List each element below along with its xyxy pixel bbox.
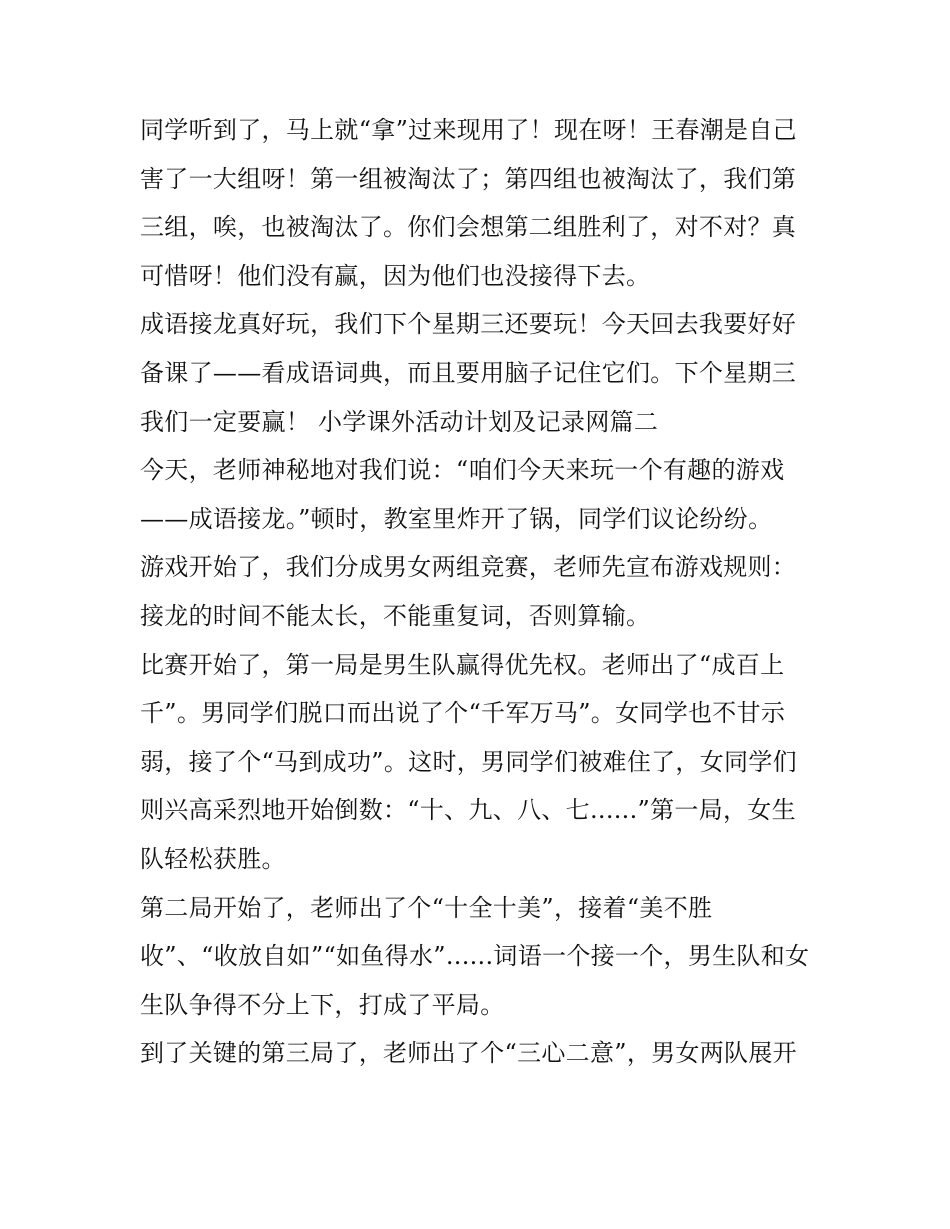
text-line: 千”。男同学们脱口而出说了个“千军万马”。女同学也不甘示 [140,699,786,728]
text-line: 今天，老师神秘地对我们说：“咱们今天来玩一个有趣的游戏 [140,456,785,485]
text-line: 备课了——看成语词典，而且要用脑子记住它们。下个星期三 [140,358,797,387]
text-line: 则兴高采烈地开始倒数：“十、九、八、七......”第一局，女生 [140,796,796,825]
text-line: 我们一定要赢！ 小学课外活动计划及记录网篇二 [140,407,659,436]
text-line: 收”、“收放自如”“如鱼得水”......词语一个接一个，男生队和女 [140,942,810,971]
text-line: 可惜呀！他们没有赢，因为他们也没接得下去。 [140,261,651,290]
text-line: 第二局开始了，老师出了个“十全十美”，接着“美不胜 [140,893,713,922]
text-line: 生队争得不分上下，打成了平局。 [140,990,505,1019]
text-line: 成语接龙真好玩，我们下个星期三还要玩！今天回去我要好好 [140,310,797,339]
text-line: 游戏开始了，我们分成男女两组竞赛，老师先宣布游戏规则： [140,553,797,582]
text-line: 同学听到了，马上就“拿”过来现用了！现在呀！王春潮是自己 [140,116,797,144]
document-body [140,106,820,1078]
text-line: ——成语接龙。”顿时，教室里炸开了锅，同学们议论纷纷。 [140,504,773,533]
text-line: 害了一大组呀！第一组被淘汰了；第四组也被淘汰了，我们第 [140,164,797,193]
text-line: 队轻松获胜。 [140,844,286,873]
text-line: 弱，接了个“马到成功”。这时，男同学们被难住了，女同学们 [140,747,797,776]
text-line: 到了关键的第三局了，老师出了个“三心二意”，男女两队展开 [140,1039,797,1068]
text-line: 三组，唉，也被淘汰了。你们会想第二组胜利了，对不对？真 [140,213,797,242]
text-line: 接龙的时间不能太长，不能重复词，否则算输。 [140,601,651,630]
text-line: 比赛开始了，第一局是男生队赢得优先权。老师出了“成百上 [140,650,785,679]
